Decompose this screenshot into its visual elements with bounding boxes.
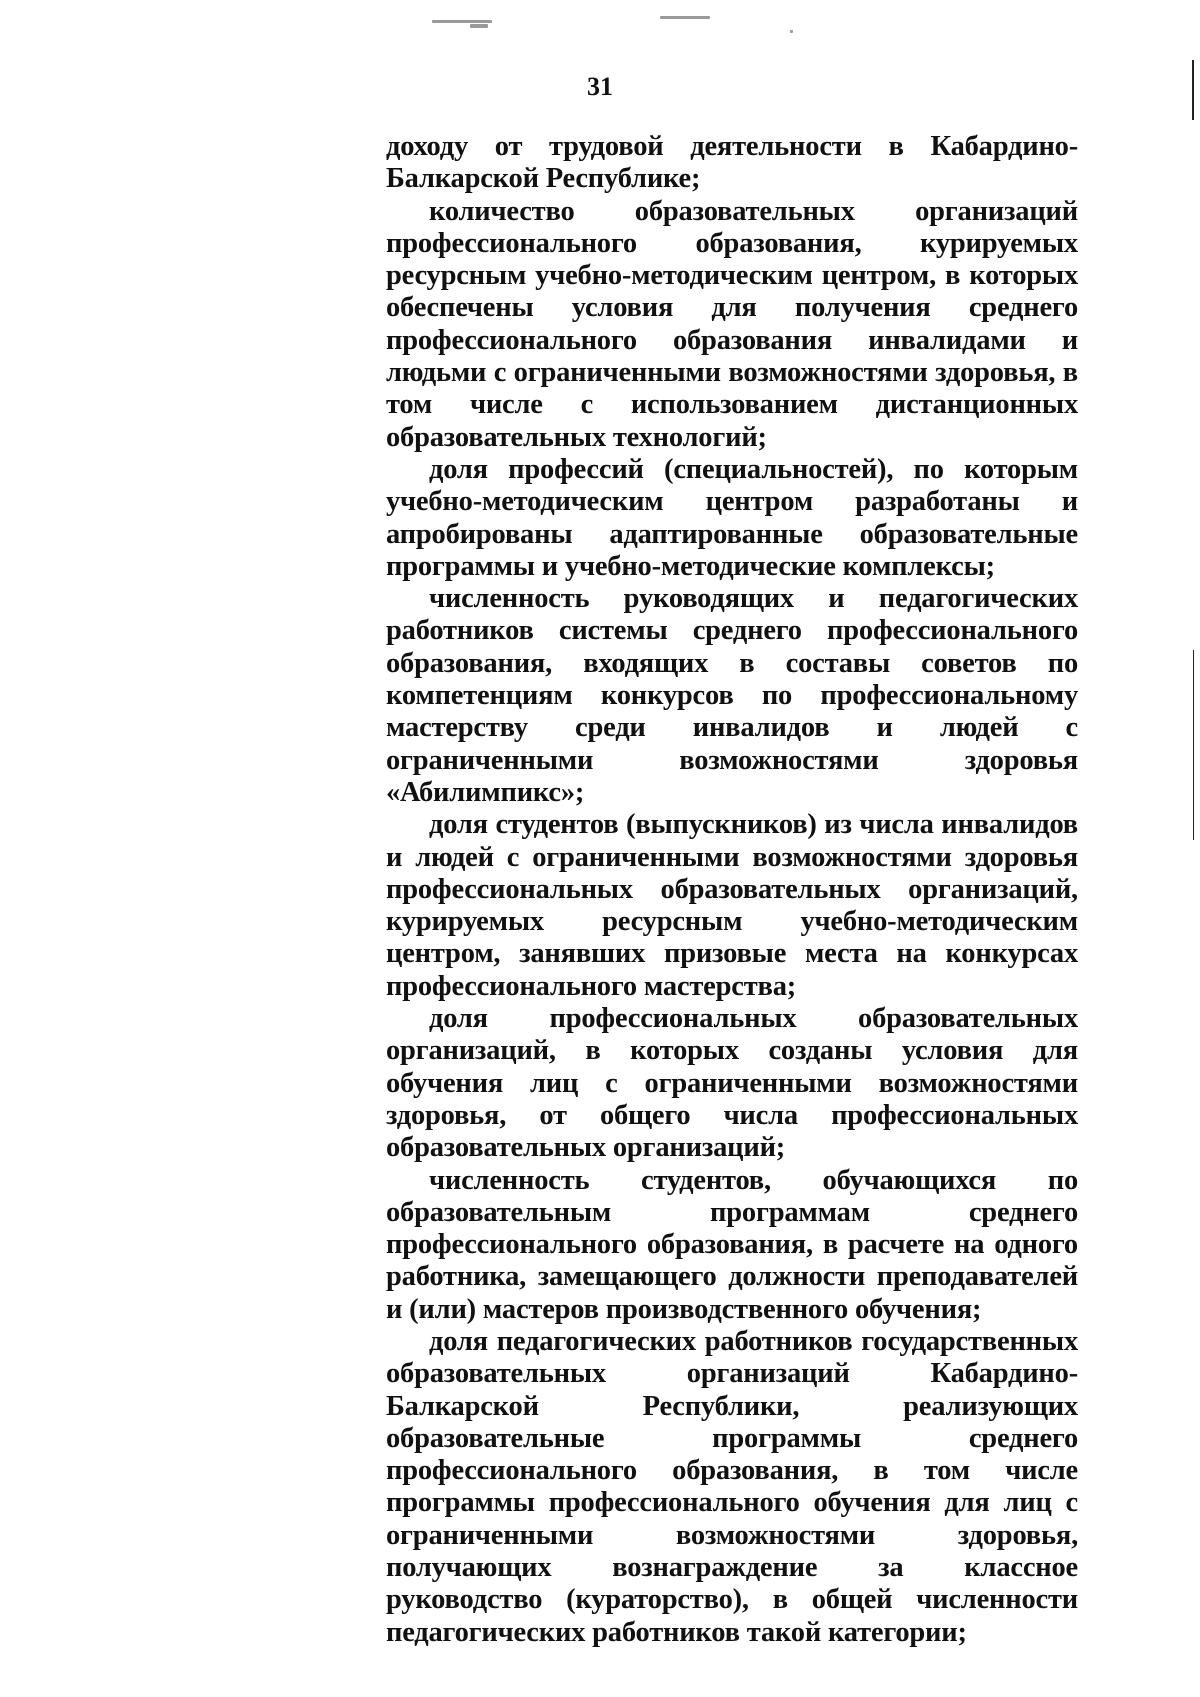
paragraph: доля студентов (выпускников) из числа инвалидов и людей с ограниченными возможностями здоровья профессиональных образовательных организаций, курируемых ресурсным учебно-методическим центром, занявших призовые места на конкурсах профессионального мастерства; (386, 809, 1078, 1002)
document-body (386, 131, 1078, 1649)
paragraph: численность студентов, обучающихся по образовательным программам среднего профессионального образования, в расчете на одного работника, замещающего должности преподавателей и (или) мастеров производственного обучения; (386, 1164, 1078, 1325)
scan-artifact (470, 24, 488, 28)
scan-artifact (432, 20, 492, 23)
scan-artifact (790, 30, 793, 33)
paragraph: численность руководящих и педагогических работников системы среднего профессионального образования, входящих в составы советов по компетенциям конкурсов по профессиональному мастерству среди инвалидов и людей с ограниченными возможностями здоровья «Абилимпикс»; (386, 583, 1078, 808)
paragraph: доля профессиональных образовательных организаций, в которых созданы условия для обучения лиц с ограниченными возможностями здоровья, от общего числа профессиональных образовательных организаций; (386, 1003, 1078, 1164)
scan-edge-line (1193, 650, 1194, 840)
paragraph: доля профессий (специальностей), по которым учебно-методическим центром разработаны и апробированы адаптированные образовательные программы и учебно-методические комплексы; (386, 453, 1078, 582)
page-number: 31 (587, 72, 613, 101)
scan-artifact (660, 16, 710, 19)
paragraph: доля педагогических работников государственных образовательных организаций Кабардино-Балкарской Республики, реализующих образовательные программы среднего профессионального образования, в том числе программы профессионального обучения для лиц с ограниченными возможностями здоровья, получающих вознаграждение за классное руководство (кураторство), в общей численности педагогических работников такой категории; (386, 1325, 1078, 1648)
paragraph: доходу от трудовой деятельности в Кабардино-Балкарской Республике; (386, 131, 1078, 195)
paragraph: количество образовательных организаций профессионального образования, курируемых ресурсным учебно-методическим центром, в которых обеспечены условия для получения среднего профессионального образования инвалидами и людьми с ограниченными возможностями здоровья, в том числе с использованием дистанционных образовательных технологий; (386, 195, 1078, 453)
